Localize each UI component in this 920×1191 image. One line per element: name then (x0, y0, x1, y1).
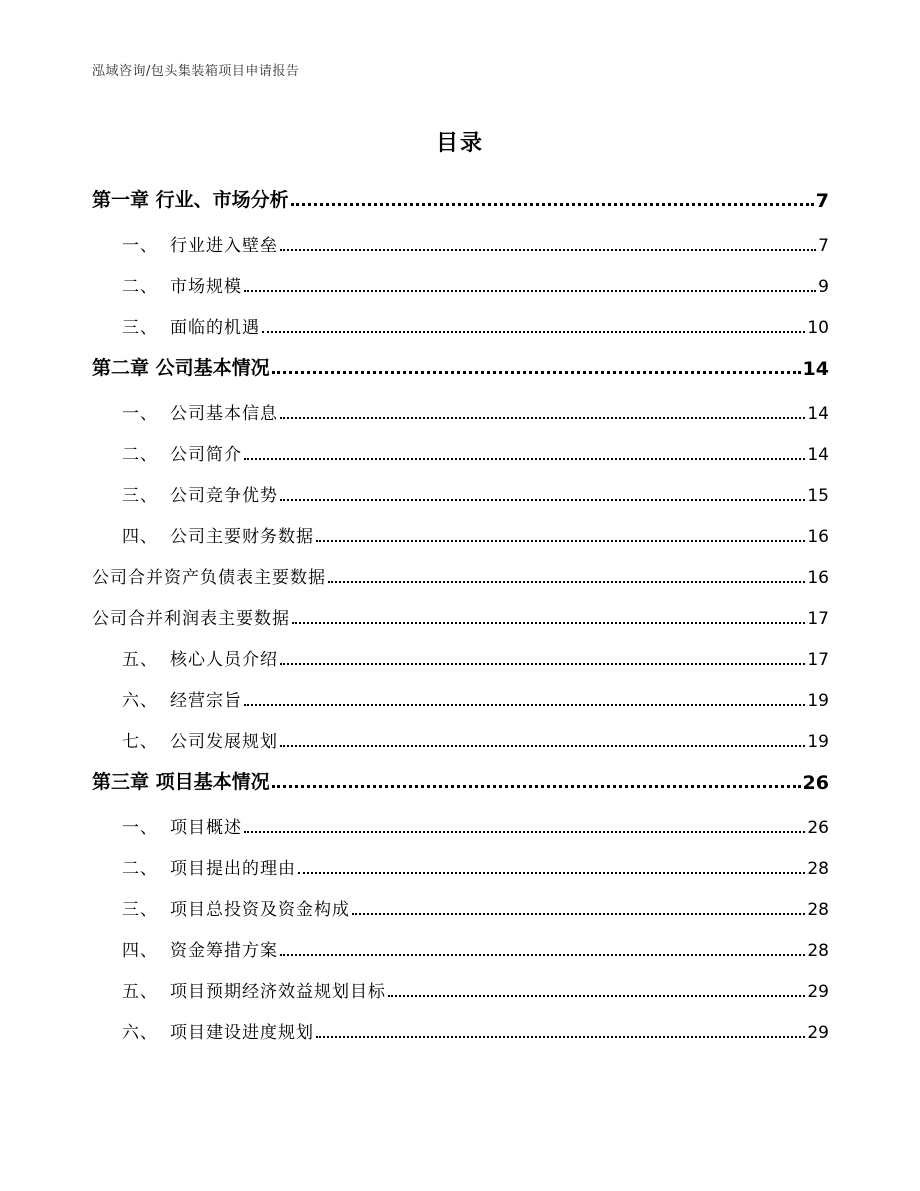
toc-section-entry[interactable] (92, 271, 829, 297)
toc-section-entry[interactable] (92, 644, 829, 670)
section-label (92, 563, 326, 588)
section-number: 七、 (122, 732, 158, 752)
section-number: 一、 (122, 818, 158, 838)
section-title: 项目概述 (170, 818, 242, 838)
section-title: 公司基本信息 (170, 404, 278, 424)
section-label (92, 399, 278, 424)
section-number: 一、 (122, 404, 158, 424)
section-page-number: 16 (807, 527, 829, 547)
section-title: 公司主要财务数据 (170, 527, 314, 547)
toc-section-entry[interactable] (92, 480, 829, 506)
section-page-number: 17 (807, 609, 829, 629)
chapter-title: 第一章 行业、市场分析 (92, 189, 289, 211)
section-label (92, 231, 278, 256)
dot-leader (244, 704, 805, 706)
dot-leader (280, 499, 805, 501)
section-page-number: 29 (807, 982, 829, 1002)
section-page-number: 7 (818, 236, 829, 256)
chapter-title: 第三章 项目基本情况 (92, 771, 270, 793)
section-label (92, 645, 278, 670)
section-title: 公司发展规划 (170, 732, 278, 752)
section-title: 经营宗旨 (170, 691, 242, 711)
toc-section-entry[interactable] (92, 685, 829, 711)
section-page-number: 19 (807, 732, 829, 752)
section-label (92, 604, 290, 629)
dot-leader (328, 581, 805, 583)
section-title: 行业进入壁垒 (170, 236, 278, 256)
section-label (92, 936, 278, 961)
section-label (92, 854, 296, 879)
dot-leader (388, 995, 805, 997)
section-number: 二、 (122, 277, 158, 297)
section-title: 公司竞争优势 (170, 486, 278, 506)
section-label (92, 686, 242, 711)
section-title: 公司合并资产负债表主要数据 (92, 568, 326, 588)
section-number: 三、 (122, 900, 158, 920)
section-number: 四、 (122, 527, 158, 547)
dot-leader (280, 417, 805, 419)
section-label (92, 481, 278, 506)
section-page-number: 15 (807, 486, 829, 506)
section-title: 资金筹措方案 (170, 941, 278, 961)
dot-leader (316, 540, 805, 542)
section-number: 二、 (122, 445, 158, 465)
toc-chapter-entry[interactable] (92, 764, 829, 794)
section-number: 一、 (122, 236, 158, 256)
section-label (92, 522, 314, 547)
section-page-number: 28 (807, 941, 829, 961)
section-page-number: 28 (807, 859, 829, 879)
section-page-number: 9 (818, 277, 829, 297)
section-title: 项目建设进度规划 (170, 1023, 314, 1043)
section-label (92, 727, 278, 752)
dot-leader (352, 913, 805, 915)
section-number: 三、 (122, 486, 158, 506)
dot-leader (272, 785, 801, 788)
table-of-contents (92, 182, 829, 1043)
section-number: 六、 (122, 691, 158, 711)
section-title: 项目总投资及资金构成 (170, 900, 350, 920)
dot-leader (280, 745, 805, 747)
section-title: 公司简介 (170, 445, 242, 465)
toc-title: 目录 (435, 131, 484, 156)
section-number: 五、 (122, 982, 158, 1002)
toc-section-entry[interactable] (92, 230, 829, 256)
toc-section-entry[interactable] (92, 1017, 829, 1043)
section-page-number: 17 (807, 650, 829, 670)
toc-section-entry[interactable] (92, 439, 829, 465)
dot-leader (262, 331, 805, 333)
dot-leader (291, 203, 814, 206)
section-title: 面临的机遇 (170, 318, 260, 338)
chapter-page-number: 26 (802, 772, 829, 794)
toc-chapter-entry[interactable] (92, 182, 829, 212)
section-label (92, 977, 386, 1002)
section-title: 市场规模 (170, 277, 242, 297)
toc-section-entry[interactable] (92, 894, 829, 920)
section-label (92, 272, 242, 297)
section-label (92, 895, 350, 920)
section-label (92, 813, 242, 838)
toc-section-entry[interactable] (92, 935, 829, 961)
section-label (92, 440, 242, 465)
section-title: 公司合并利润表主要数据 (92, 609, 290, 629)
section-number: 六、 (122, 1023, 158, 1043)
section-number: 五、 (122, 650, 158, 670)
section-title: 项目预期经济效益规划目标 (170, 982, 386, 1002)
section-label (92, 313, 260, 338)
toc-section-entry[interactable] (92, 398, 829, 424)
toc-section-entry[interactable] (92, 976, 829, 1002)
toc-section-entry[interactable] (92, 853, 829, 879)
section-page-number: 19 (807, 691, 829, 711)
dot-leader (280, 663, 805, 665)
section-title: 核心人员介绍 (170, 650, 278, 670)
toc-section-entry[interactable] (92, 603, 829, 629)
section-page-number: 10 (807, 318, 829, 338)
dot-leader (292, 622, 805, 624)
section-page-number: 14 (807, 404, 829, 424)
dot-leader (244, 458, 805, 460)
running-header: 泓域咨询/包头集装箱项目申请报告 (92, 64, 300, 79)
dot-leader (244, 831, 805, 833)
toc-section-entry[interactable] (92, 812, 829, 838)
section-page-number: 16 (807, 568, 829, 588)
toc-section-entry[interactable] (92, 562, 829, 588)
toc-section-entry[interactable] (92, 521, 829, 547)
section-number: 三、 (122, 318, 158, 338)
dot-leader (316, 1036, 805, 1038)
section-number: 四、 (122, 941, 158, 961)
toc-chapter-entry[interactable] (92, 350, 829, 380)
toc-section-entry[interactable] (92, 312, 829, 338)
section-title: 项目提出的理由 (170, 859, 296, 879)
section-page-number: 28 (807, 900, 829, 920)
dot-leader (298, 872, 805, 874)
section-label (92, 1018, 314, 1043)
dot-leader (244, 290, 816, 292)
chapter-page-number: 14 (802, 358, 829, 380)
chapter-title: 第二章 公司基本情况 (92, 357, 270, 379)
dot-leader (280, 954, 805, 956)
dot-leader (272, 371, 801, 374)
toc-section-entry[interactable] (92, 726, 829, 752)
chapter-page-number: 7 (815, 190, 829, 212)
section-page-number: 26 (807, 818, 829, 838)
section-number: 二、 (122, 859, 158, 879)
dot-leader (280, 249, 816, 251)
section-page-number: 29 (807, 1023, 829, 1043)
section-page-number: 14 (807, 445, 829, 465)
